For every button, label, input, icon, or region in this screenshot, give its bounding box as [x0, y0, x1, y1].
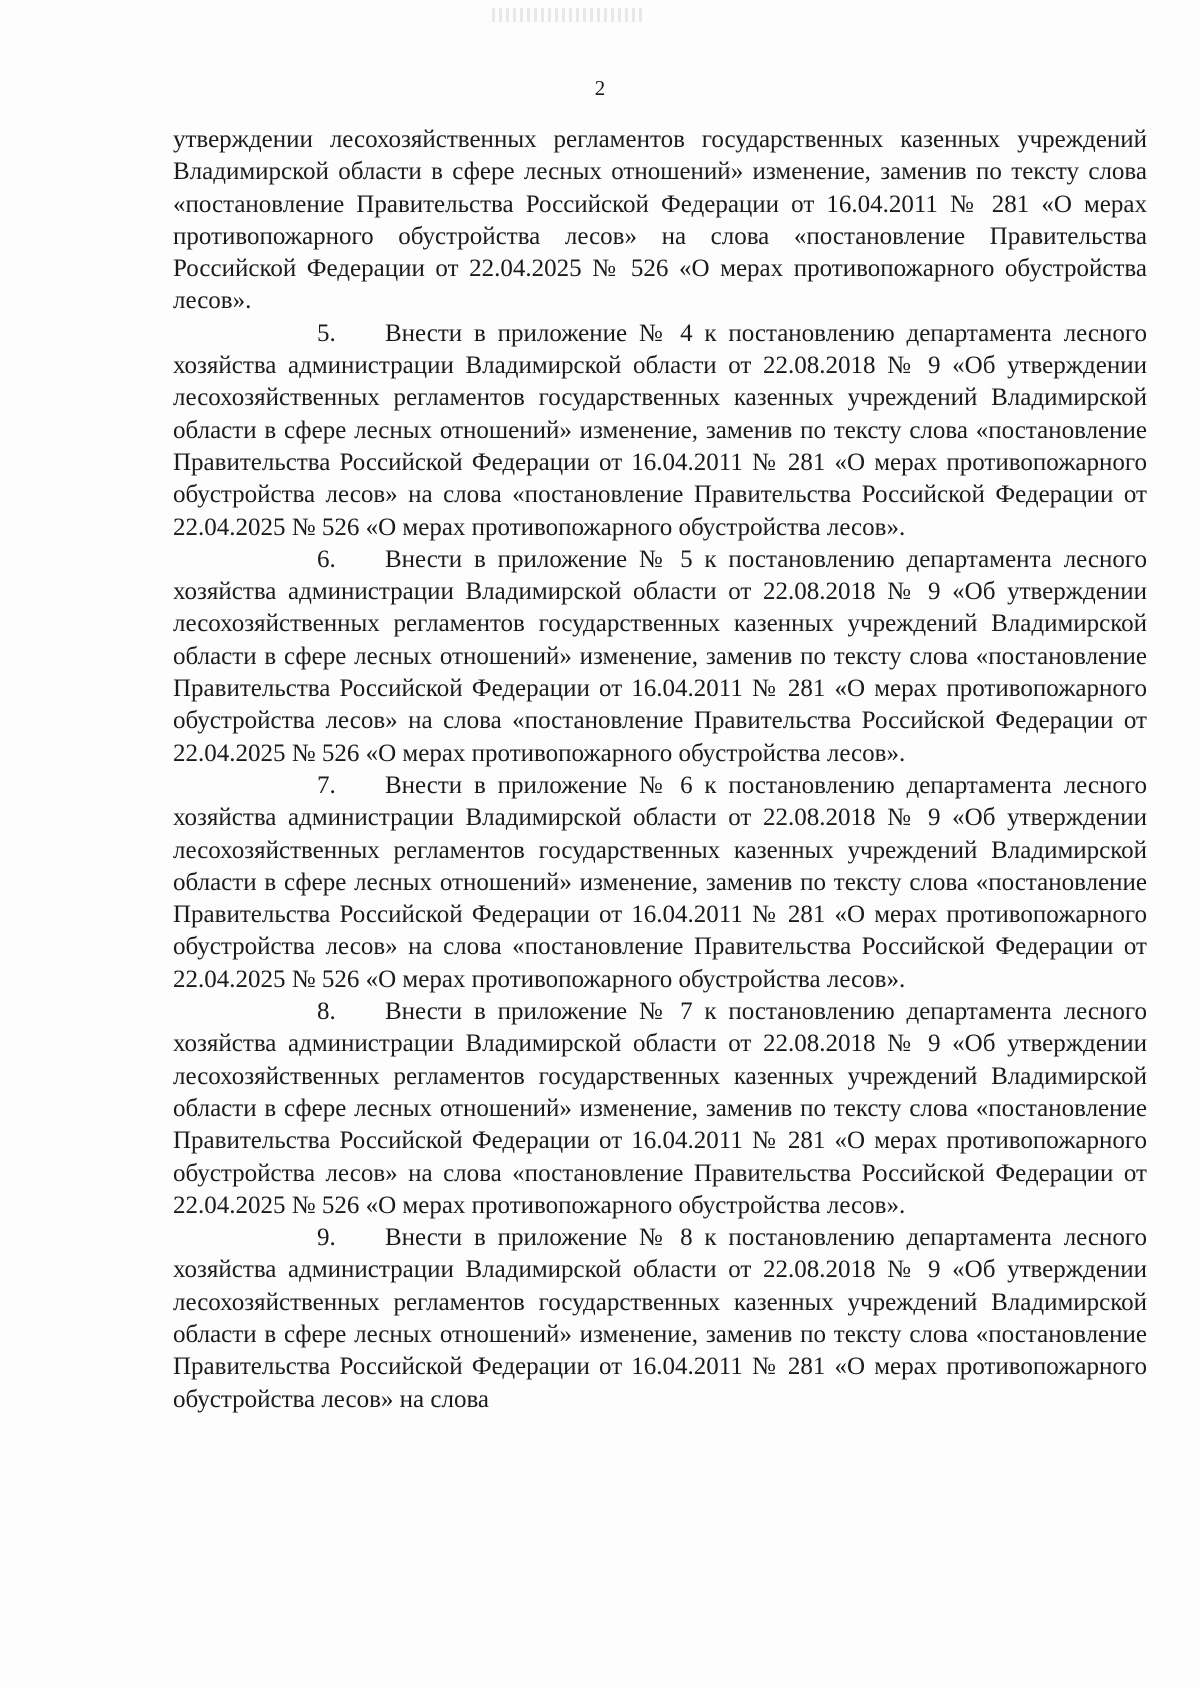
paragraph-text: утверждении лесохозяйственных регламентов государственных казенных учреждений Владимирской области в сфере лесных отношений» изменение, заменив по тексту слова «постановление Правительства Российской Федерации от 16.04.2011 № 281 «О мерах противопожарного обустройства лесов» на слова «постановление Правительства Российской Федерации от 22.04.2025 № 526 «О мерах противопожарного обустройства лесов».: [173, 126, 1147, 315]
paragraph-text: Внести в приложение № 8 к постановлению департамента лесного хозяйства администрации Владимирской области от 22.08.2018 № 9 «Об утверждении лесохозяйственных регламентов государственных казенных учреждений Владимирской области в сфере лесных отношений» изменение, заменив по тексту слова «постановление Правительства Российской Федерации от 16.04.2011 № 281 «О мерах противопожарного обустройства лесов» на слова: [173, 1224, 1147, 1413]
paragraph-item-6: [173, 544, 1147, 770]
paragraph-text: Внести в приложение № 7 к постановлению департамента лесного хозяйства администрации Владимирской области от 22.08.2018 № 9 «Об утверждении лесохозяйственных регламентов государственных казенных учреждений Владимирской области в сфере лесных отношений» изменение, заменив по тексту слова «постановление Правительства Российской Федерации от 16.04.2011 № 281 «О мерах противопожарного обустройства лесов» на слова «постановление Правительства Российской Федерации от 22.04.2025 № 526 «О мерах противопожарного обустройства лесов».: [173, 998, 1147, 1219]
paragraph-item-8: [173, 996, 1147, 1222]
paragraph-text: Внести в приложение № 6 к постановлению департамента лесного хозяйства администрации Владимирской области от 22.08.2018 № 9 «Об утверждении лесохозяйственных регламентов государственных казенных учреждений Владимирской области в сфере лесных отношений» изменение, заменив по тексту слова «постановление Правительства Российской Федерации от 16.04.2011 № 281 «О мерах противопожарного обустройства лесов» на слова «постановление Правительства Российской Федерации от 22.04.2025 № 526 «О мерах противопожарного обустройства лесов».: [173, 771, 1147, 993]
scan-artifact: [492, 8, 642, 22]
paragraph-number: 6.: [317, 545, 336, 573]
paragraph-item-9: [173, 1222, 1147, 1416]
document-body: [173, 124, 1147, 1416]
paragraph-number: 8.: [317, 998, 336, 1026]
paragraph-number: 5.: [317, 319, 336, 347]
paragraph-text: Внести в приложение № 5 к постановлению департамента лесного хозяйства администрации Владимирской области от 22.08.2018 № 9 «Об утверждении лесохозяйственных регламентов государственных казенных учреждений Владимирской области в сфере лесных отношений» изменение, заменив по тексту слова «постановление Правительства Российской Федерации от 16.04.2011 № 281 «О мерах противопожарного обустройства лесов» на слова «постановление Правительства Российской Федерации от 22.04.2025 № 526 «О мерах противопожарного обустройства лесов».: [173, 545, 1147, 767]
paragraph-continued: [173, 124, 1147, 318]
paragraph-text: Внести в приложение № 4 к постановлению департамента лесного хозяйства администрации Владимирской области от 22.08.2018 № 9 «Об утверждении лесохозяйственных регламентов государственных казенных учреждений Владимирской области в сфере лесных отношений» изменение, заменив по тексту слова «постановление Правительства Российской Федерации от 16.04.2011 № 281 «О мерах противопожарного обустройства лесов» на слова «постановление Правительства Российской Федерации от 22.04.2025 № 526 «О мерах противопожарного обустройства лесов».: [173, 319, 1147, 541]
paragraph-number: 9.: [317, 1224, 336, 1252]
paragraph-item-7: [173, 770, 1147, 996]
paragraph-number: 7.: [317, 771, 336, 799]
paragraph-item-5: [173, 318, 1147, 544]
page-number: 2: [594, 76, 606, 100]
